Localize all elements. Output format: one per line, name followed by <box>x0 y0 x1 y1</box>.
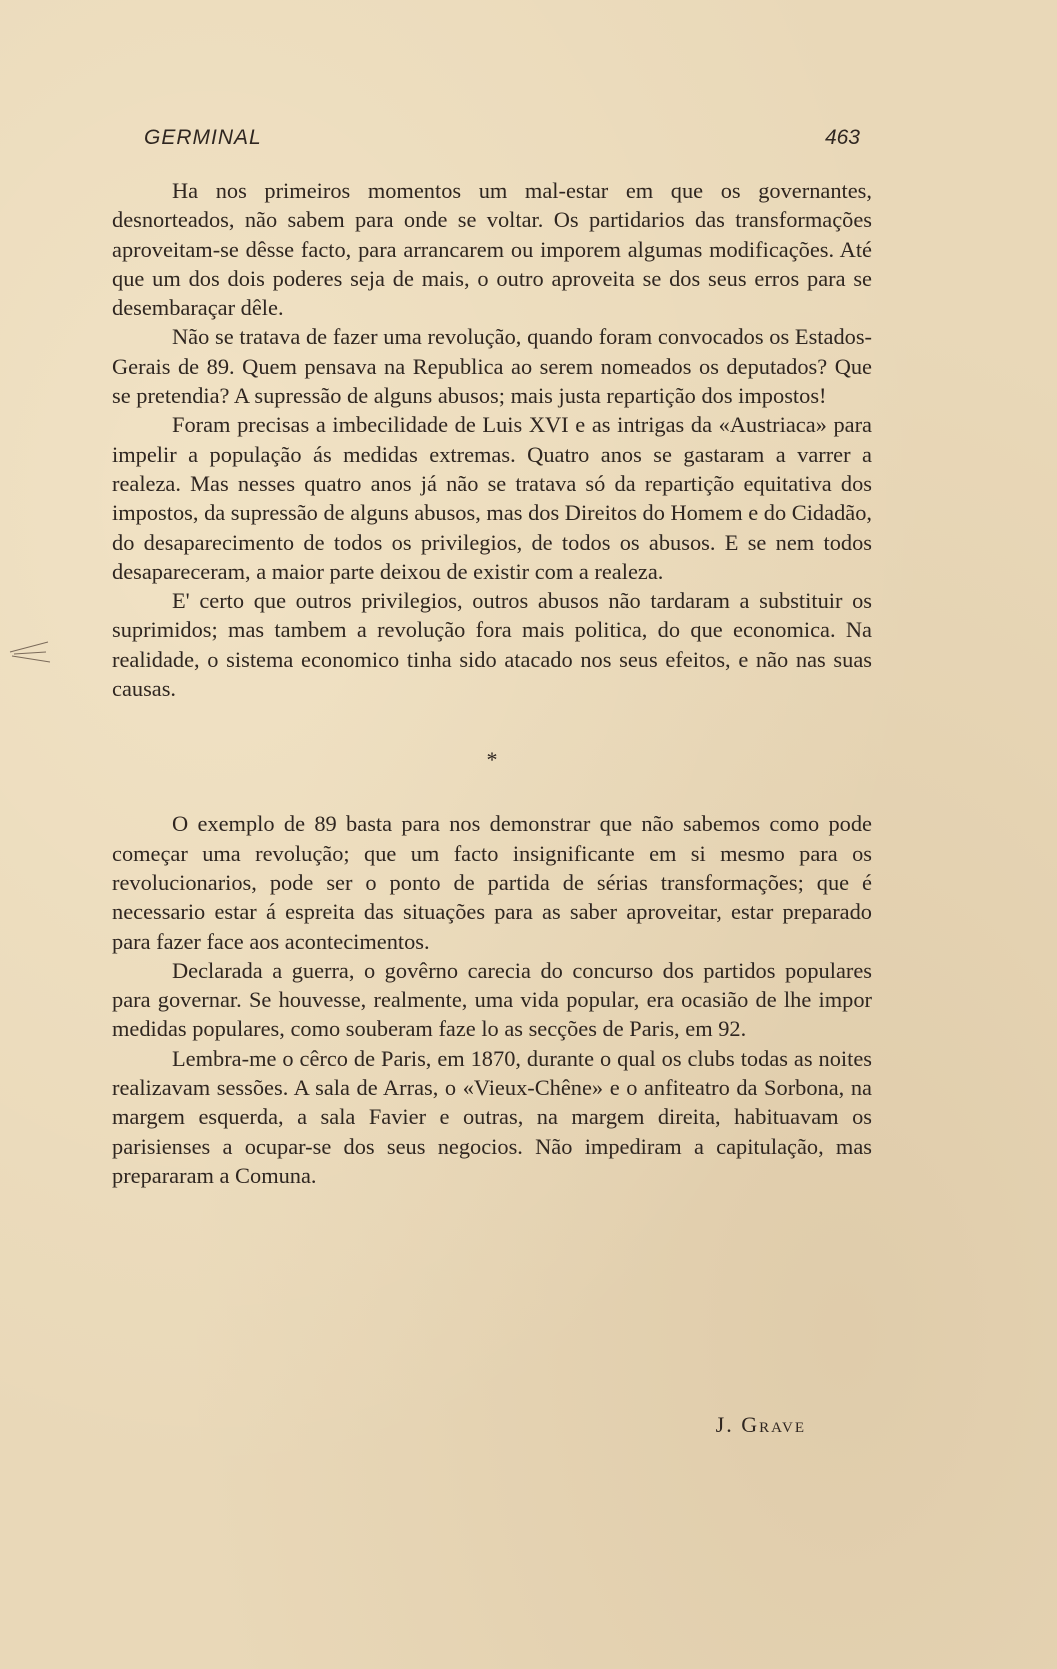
paragraph: Lembra-me o cêrco de Paris, em 1870, durante o qual os clubs todas as noites realizavam sessões. A sala de Arras, o «Vieux-Chêne» e o anfiteatro da Sorbona, na margem esquerda, a sala Favier e outras, na margem direita, habituavam os parisienses a ocupar-se dos seus negocios. Não impediram a capitulação, mas prepararam a Comuna. <box>112 1045 872 1188</box>
paragraph: Declarada a guerra, o govêrno carecia do concurso dos partidos populares para governar. Se houvesse, realmente, uma vida popular, era ocasião de lhe impor medidas populares, como souberam faze lo as secções de Paris, em 92. <box>112 957 872 1042</box>
page-header <box>144 126 860 158</box>
signature-surname: Grave <box>741 1412 806 1437</box>
signature-initial: J. <box>715 1412 734 1437</box>
paragraph: Não se tratava de fazer uma revolução, quando foram convocados os Estados-Gerais de 89. Quem pensava na Republica ao serem nomeados os deputados? Que se pretendia? A supressão de alguns abusos; mais justa repartição dos impostos! <box>112 324 872 409</box>
author-signature <box>112 1412 806 1438</box>
running-title: GERMINAL <box>144 126 262 149</box>
page-number: 463 <box>824 126 860 149</box>
pencil-mark-icon <box>8 640 52 670</box>
paragraph: Foram precisas a imbecilidade de Luis XVI e as intrigas da «Austriaca» para impelir a população ás medidas extremas. Quatro anos se gastaram a varrer a realeza. Mas nesses quatro anos já não se tratava só da repartição equitativa dos impostos, da supressão de alguns abusos, mas dos Direitos do Homem e do Cidadão, do desaparecimento de todos os privilegios, de todos os abusos. E se nem todos desapareceram, a maior parte deixou de existir com a realeza. <box>112 412 872 584</box>
article-body <box>112 176 872 1190</box>
paragraph: E' certo que outros privilegios, outros abusos não tardaram a substituir os suprimidos; mas tambem a revolução fora mais politica, do que economica. Na realidade, o sistema economico tinha sido atacado nos seus efeitos, e não nas suas causas. <box>112 588 872 702</box>
paragraph: Ha nos primeiros momentos um mal-estar em que os governantes, desnorteados, não sabem para onde se voltar. Os partidarios das transformações aproveitam-se dêsse facto, para arrancarem ou imporem algumas modificações. Até que um dos dois poderes seja de mais, o outro aproveita se dos seus erros para se desembaraçar dêle. <box>112 178 872 321</box>
section-separator: * <box>486 747 498 773</box>
paragraph: O exemplo de 89 basta para nos demonstrar que não sabemos como pode começar uma revolução; que um facto insignificante em si mesmo para os revolucionarios, pode ser o ponto de partida de sérias transformações; que é necessario estar á espreita das situações para as saber aproveitar, estar preparado para fazer face aos acontecimentos. <box>112 811 872 954</box>
